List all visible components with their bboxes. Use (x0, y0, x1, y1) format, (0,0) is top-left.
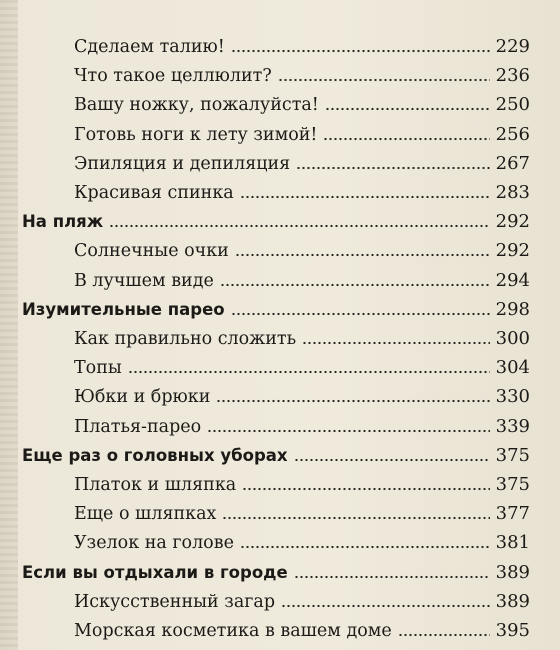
dot-leader (240, 545, 490, 549)
toc-page-number: 294 (495, 269, 530, 291)
dot-leader (302, 341, 490, 345)
toc-page-number: 389 (495, 561, 530, 583)
toc-entry-title: Платок и шляпка (74, 475, 237, 495)
toc-entry-title: Платья-парео (74, 416, 202, 437)
toc-entry-title: Что такое целлюлит? (74, 66, 272, 87)
toc-entry-title: Морская косметика в вашем доме (74, 621, 392, 641)
toc-row (0, 145, 560, 175)
toc-entry-title: Как правильно сложить (74, 329, 297, 349)
toc-row (0, 466, 560, 496)
toc-row (0, 378, 560, 408)
dot-leader (235, 253, 490, 257)
toc-page-number: 229 (495, 36, 530, 57)
toc-row (0, 174, 560, 204)
toc-page-number: 377 (495, 503, 530, 525)
toc-entry-title: Топы (74, 358, 122, 379)
toc-row (0, 232, 560, 262)
dot-leader (278, 78, 490, 82)
toc-entry-title: Узелок на голове (74, 533, 234, 554)
toc-row (0, 116, 560, 146)
toc-row (0, 408, 560, 438)
toc-entry-title: Сделаем талию! (74, 37, 225, 57)
toc-page-number: 250 (495, 94, 530, 116)
dot-leader (281, 604, 490, 608)
toc-entry-title: Солнечные очки (74, 241, 229, 262)
dot-leader (222, 516, 489, 520)
toc-row (0, 554, 560, 584)
toc-section-title: Если вы отдыхали в городе (22, 562, 288, 582)
dot-leader (207, 429, 489, 433)
toc-row (0, 437, 560, 467)
toc-section-title: На пляж (22, 212, 104, 232)
toc-page-number: 256 (495, 123, 530, 145)
dot-leader (240, 195, 490, 199)
toc-row (0, 612, 560, 642)
toc-section-title: Еще раз о головных уборах (22, 445, 288, 465)
dot-leader (323, 137, 489, 141)
toc-row (0, 583, 560, 613)
toc-row (0, 203, 560, 233)
toc-row (0, 28, 560, 58)
dot-leader (398, 633, 490, 637)
toc-row (0, 320, 560, 350)
dot-leader (231, 312, 490, 316)
toc-page-number: 381 (495, 532, 530, 554)
toc-page-number: 375 (495, 444, 530, 466)
dot-leader (242, 487, 489, 491)
toc-page-number: 395 (495, 620, 530, 641)
dot-leader (216, 399, 489, 403)
dot-leader (128, 370, 490, 374)
toc-entry-title: Эпиляция и депиляция (74, 153, 291, 174)
toc-entry-title: В лучшем виде (74, 270, 214, 291)
toc-entry-title: Красивая спинка (74, 183, 234, 203)
toc-page-number: 292 (495, 240, 530, 262)
toc-page-number: 267 (495, 152, 530, 174)
toc-page-number: 236 (495, 65, 530, 87)
toc-entry-title: Юбки и брюки (74, 387, 211, 408)
toc-entry-title: Готовь ноги к лету зимой! (74, 124, 318, 145)
dot-leader (294, 458, 490, 462)
toc-row (0, 86, 560, 116)
toc-page-number: 339 (495, 415, 530, 437)
toc-section-title: Изумительные парео (22, 299, 225, 319)
toc-page-number: 298 (495, 298, 530, 320)
dot-leader (296, 166, 489, 170)
dot-leader (325, 107, 490, 111)
dot-leader (109, 224, 489, 228)
toc-row (0, 495, 560, 525)
toc-page-number: 292 (495, 211, 530, 233)
toc-entry-title: Еще о шляпках (74, 504, 217, 525)
dot-leader (231, 49, 490, 53)
toc-row (0, 524, 560, 554)
toc-row (0, 349, 560, 379)
toc-entry-title: Искусственный загар (74, 591, 276, 612)
toc-entry-title: Вашу ножку, пожалуйста! (74, 95, 319, 116)
dot-leader (220, 283, 490, 287)
toc-page-number: 283 (495, 182, 530, 203)
dot-leader (294, 575, 490, 579)
toc-page-number: 300 (495, 328, 530, 349)
toc-page-number: 389 (495, 590, 530, 612)
toc-page-number: 330 (495, 386, 530, 408)
toc-row (0, 57, 560, 87)
toc-row (0, 291, 560, 321)
toc-page-number: 304 (495, 357, 530, 379)
toc-page-number: 375 (495, 474, 530, 495)
toc-row (0, 262, 560, 292)
